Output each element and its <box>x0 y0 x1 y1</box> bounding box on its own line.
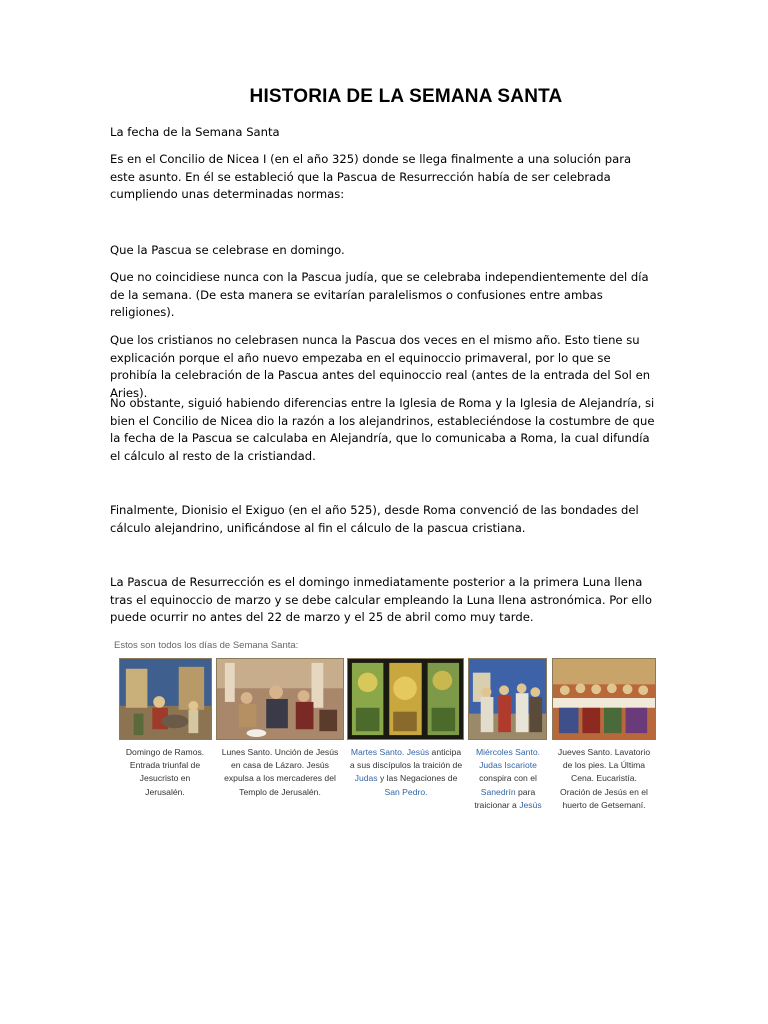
caption-palm-sunday <box>116 746 214 799</box>
caption-line[interactable]: Domingo de Ramos. <box>125 747 205 757</box>
paragraph-easter-date: La Pascua de Resurrección es el domingo inmediatamente posterior a la primera Luna llena tras el equinoccio de marzo y se debe calcular empleando la Luna llena astronómica. Por ello puede ocurrir no antes del 22 de marzo y el 25 de abril como muy tarde. <box>110 575 653 624</box>
caption-holy-wednesday <box>466 746 550 812</box>
caption-line[interactable]: Templo de Jerusalén. <box>239 786 321 797</box>
caption-text: para <box>515 786 536 797</box>
caption-text: traicionar a <box>474 799 520 810</box>
caption-line[interactable]: Jerusalén. <box>145 786 185 797</box>
subtitle-date: La fecha de la Semana Santa <box>110 125 280 139</box>
caption-line: expulsa a los mercaderes del <box>224 773 336 784</box>
caption-holy-tuesday <box>346 746 466 799</box>
paragraph-dionisio: Finalmente, Dionisio el Exiguo (en el año 525), desde Roma convenció de las bondades del cálculo alejandrino, unificándose al fin el cálculo de la pascua cristiana. <box>110 503 639 535</box>
caption-link[interactable]: Judas Iscariote <box>479 760 537 771</box>
image-holy-wednesday <box>468 658 547 740</box>
caption-line[interactable]: Jueves Santo. Lavatorio <box>557 747 651 757</box>
caption-text: y las Negaciones de <box>377 773 458 784</box>
paragraph-council: Es en el Concilio de Nicea I (en el año 325) donde se llega finalmente a una solución para este asunto. En él se estableció que la Pascua de Resurrección había de ser celebrada cumpliendo unas determinadas normas: <box>110 152 632 201</box>
caption-line: Entrada triunfal de <box>129 760 201 771</box>
paragraph-differences: No obstante, siguió habiendo diferencias entre la Iglesia de Roma y la Iglesia de Alejandría, si bien el Concilio de Nicea dio la razón a los alejandrinos, estableciéndose la costumbre de que la fecha de la Pascua se calculaba en Alejandría, que lo comunicaba a Roma, la cual difundía el cálculo al resto de la cristiandad. <box>110 396 655 463</box>
image-holy-thursday <box>552 658 656 740</box>
caption-line[interactable]: Cena. Eucaristía. <box>571 773 637 784</box>
caption-link[interactable]: Martes Santo. Jesús <box>350 747 430 757</box>
caption-holy-monday <box>214 746 346 799</box>
caption-text: anticipa <box>429 747 462 757</box>
caption-link[interactable]: Miércoles Santo. <box>475 747 540 757</box>
image-holy-tuesday <box>347 658 464 740</box>
gallery-caption: Estos son todos los días de Semana Santa: <box>114 640 299 651</box>
caption-holy-thursday <box>550 746 658 812</box>
caption-link[interactable]: Jesús <box>519 799 542 810</box>
paragraph-rule-jewish: Que no coincidiese nunca con la Pascua judía, que se celebraba independientemente del día de la semana. (De esta manera se evitarían paralelismos o confusiones entre ambas religiones). <box>110 270 649 319</box>
caption-line[interactable]: de los pies. La Última <box>562 760 646 771</box>
caption-line: conspira con el <box>479 773 537 784</box>
caption-line: a sus discípulos la traición de <box>349 760 463 771</box>
caption-line[interactable]: en casa de Lázaro. Jesús <box>231 760 329 771</box>
caption-link[interactable]: Judas <box>354 773 378 784</box>
caption-link[interactable]: Sanedrín <box>480 786 516 797</box>
paragraph-rule-twice: Que los cristianos no celebrasen nunca la Pascua dos veces en el mismo año. Esto tiene su explicación porque el año nuevo empezaba en el equinoccio primaveral, por lo que se prohibía la celebración de la Pascua antes del equinoccio real (antes de la entrada del Sol en Aries). <box>110 333 651 400</box>
caption-line[interactable]: huerto de Getsemaní. <box>562 799 646 810</box>
caption-link[interactable]: San Pedro. <box>384 786 428 797</box>
image-holy-monday <box>216 658 344 740</box>
caption-line[interactable]: Oración de Jesús en el <box>560 786 648 797</box>
paragraph-rule-sunday: Que la Pascua se celebrase en domingo. <box>110 243 345 257</box>
caption-line: Jesucristo en <box>139 773 191 784</box>
image-palm-sunday <box>119 658 212 740</box>
caption-line[interactable]: Lunes Santo. Unción de Jesús <box>221 747 339 757</box>
page-title: HISTORIA DE LA SEMANA SANTA <box>249 86 563 107</box>
